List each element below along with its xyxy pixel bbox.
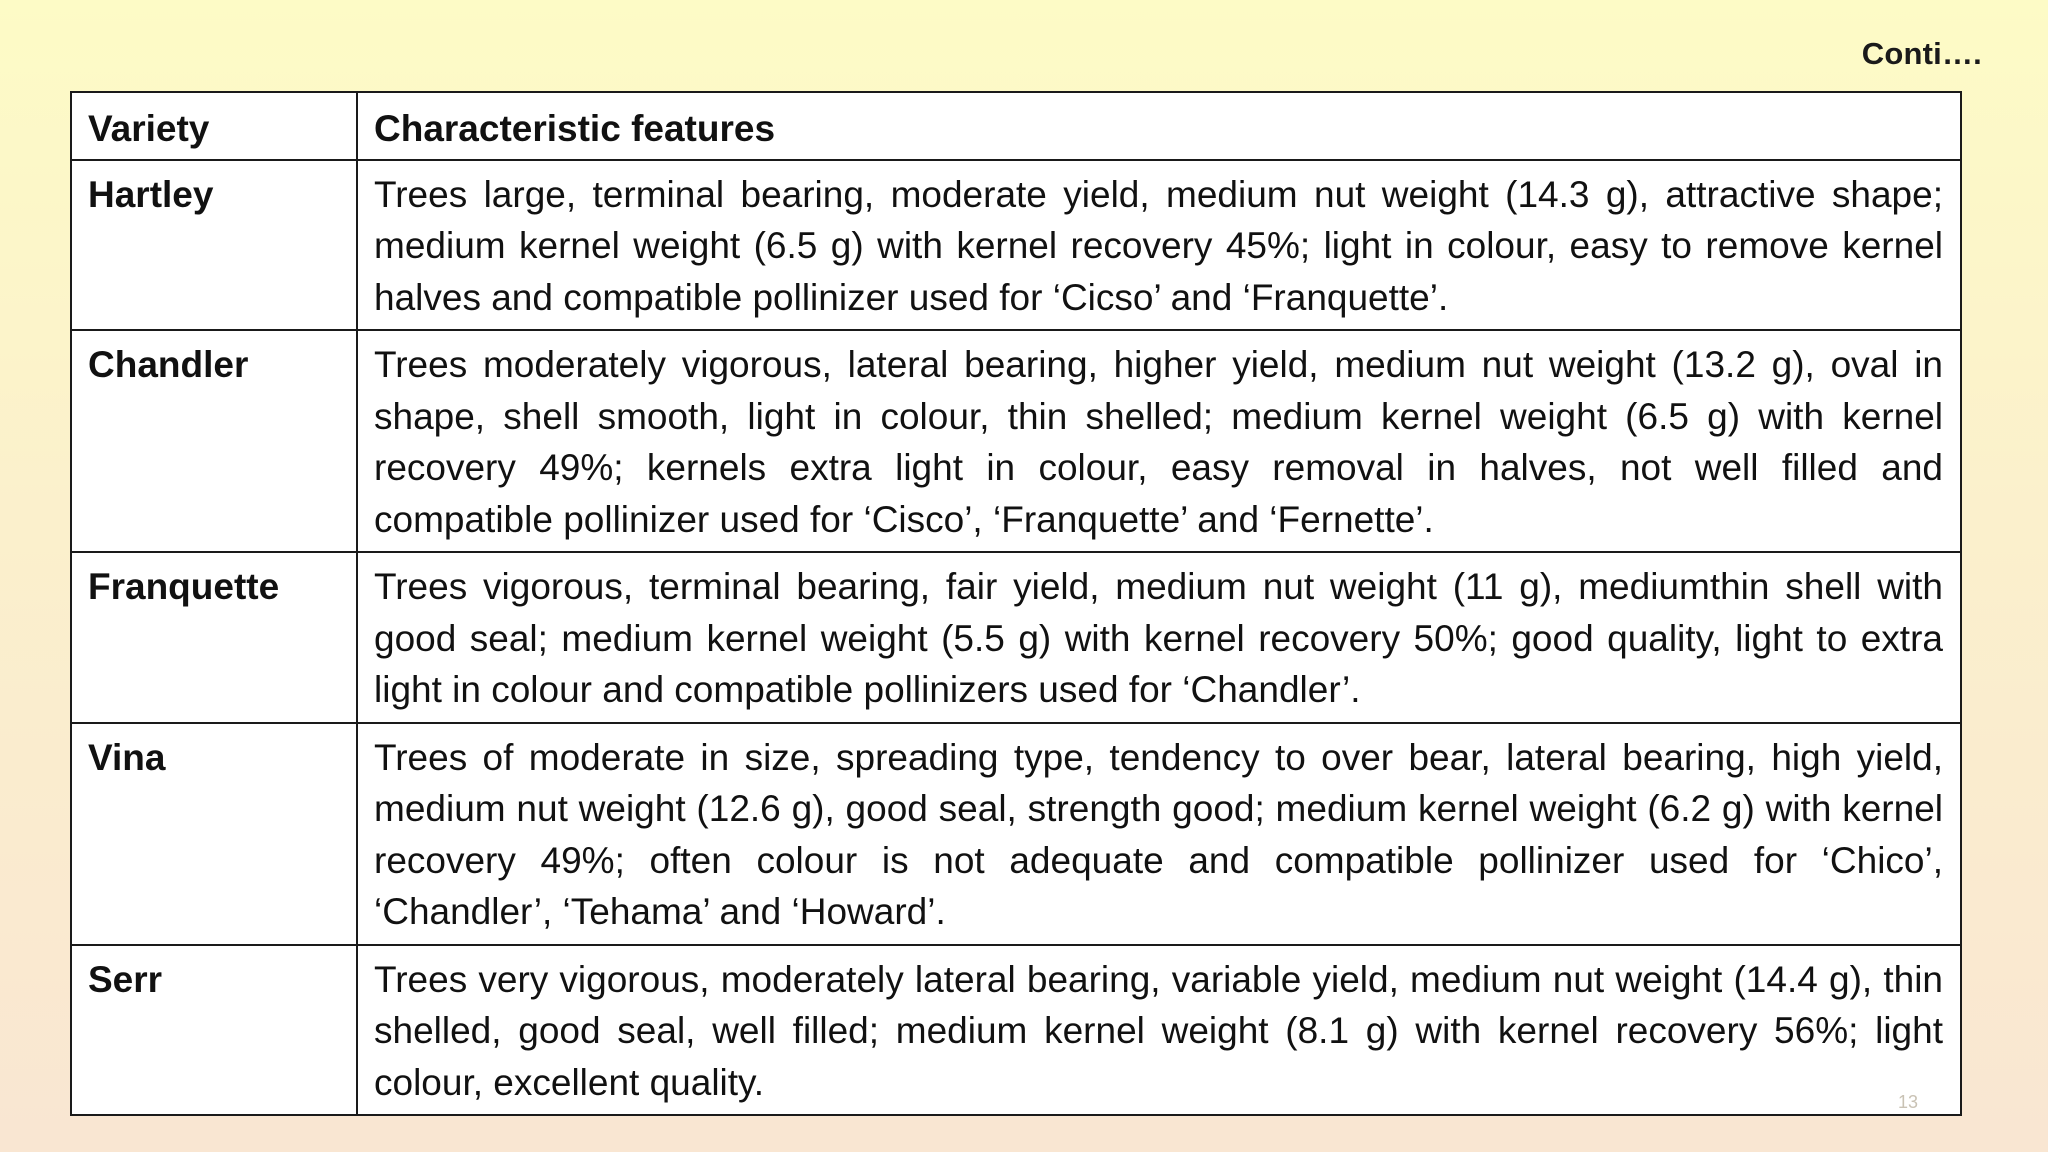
page-number: 13 [1897, 1092, 1918, 1112]
variety-cell: Vina [71, 723, 357, 945]
features-cell: Trees very vigorous, moderately lateral bearing, variable yield, medium nut weight (14.4 g), thin shelled, good seal, well filled; medium kernel weight (8.1 g) with kernel recovery 56%; light colour, excellent quality. [357, 945, 1961, 1116]
variety-cell: Franquette [71, 552, 357, 723]
column-header-features: Characteristic features [357, 92, 1961, 160]
table-row [71, 160, 1961, 331]
features-cell: Trees moderately vigorous, lateral bearing, higher yield, medium nut weight (13.2 g), oval in shape, shell smooth, light in colour, thin shelled; medium kernel weight (6.5 g) with kernel recovery 49%; kernels extra light in colour, easy removal in halves, not well filled and compatible pollinizer used for ‘Cisco’, ‘Franquette’ and ‘Fernette’. [357, 330, 1961, 552]
column-header-variety: Variety [71, 92, 357, 160]
variety-cell: Chandler [71, 330, 357, 552]
table-row [71, 330, 1961, 552]
table-row [71, 945, 1961, 1116]
varieties-table-container [70, 91, 1962, 1116]
variety-cell: Serr [71, 945, 357, 1116]
table-row [71, 723, 1961, 945]
features-cell: Trees of moderate in size, spreading type, tendency to over bear, lateral bearing, high yield, medium nut weight (12.6 g), good seal, strength good; medium kernel weight (6.2 g) with kernel recovery 49%; often colour is not adequate and compatible pollinizer used for ‘Chico’, ‘Chandler’, ‘Tehama’ and ‘Howard’. [357, 723, 1961, 945]
continued-label: Conti…. [1861, 36, 1982, 71]
varieties-table [70, 91, 1962, 1116]
features-cell: Trees large, terminal bearing, moderate yield, medium nut weight (14.3 g), attractive shape; medium kernel weight (6.5 g) with kernel recovery 45%; light in colour, easy to remove kernel halves and compatible pollinizer used for ‘Cicso’ and ‘Franquette’. [357, 160, 1961, 331]
variety-cell: Hartley [71, 160, 357, 331]
table-row [71, 552, 1961, 723]
features-cell: Trees vigorous, terminal bearing, fair yield, medium nut weight (11 g), mediumthin shell with good seal; medium kernel weight (5.5 g) with kernel recovery 50%; good quality, light to extra light in colour and compatible pollinizers used for ‘Chandler’. [357, 552, 1961, 723]
table-header-row [71, 92, 1961, 160]
